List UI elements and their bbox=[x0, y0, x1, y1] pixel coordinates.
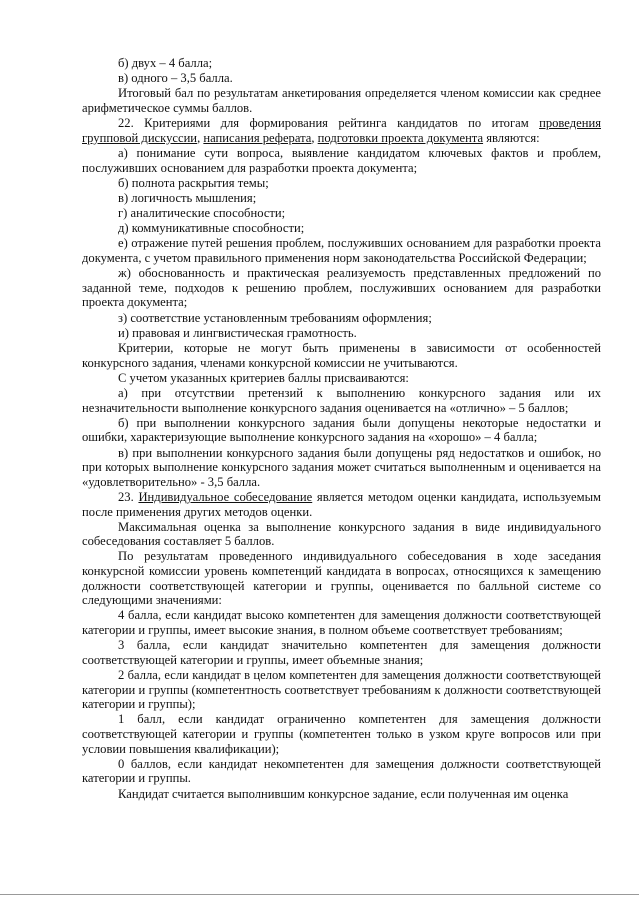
list-item-v: в) одного – 3,5 балла. bbox=[118, 71, 233, 86]
score-excellent: а) при отсутствии претензий к выполнению конкурсного задания или их незначительности выполнение конкурсного задания оценивается на «отлично» – 5 баллов; bbox=[82, 385, 601, 415]
paragraph-interview-results: По результатам проведенного индивидуального собеседования в ходе заседания конкурсной комиссии уровень компетенций кандидата в вопросах, относящихся к замещению должности соответствующей категории и группы, оценивается по балльной системе со следующими значениями: bbox=[82, 549, 601, 608]
score-1: 1 балл, если кандидат ограниченно компетентен для замещения должности соответствующей категории и группы (компетентен только в узком круге вопросов или при условии повышения квалификации); bbox=[82, 712, 601, 756]
criterion-e: е) отражение путей решения проблем, послуживших основанием для разработки проекта документа, с учетом правильного применения норм законодательства Российской Федерации; bbox=[82, 236, 601, 266]
paragraph-23-number: 23. bbox=[118, 489, 139, 504]
paragraph-22-text-start: 22. Критериями для формирования рейтинга кандидатов по итогам bbox=[118, 116, 540, 131]
score-2: 2 балла, если кандидат в целом компетентен для замещения должности соответствующей категории и группы (компетентность соответствует требованиям к должности соответствующей категории и группы); bbox=[82, 668, 601, 712]
score-good: б) при выполнении конкурсного задания были допущены некоторые недостатки и ошибки, характеризующие выполнение конкурсного задания на «хорошо» – 4 балла; bbox=[82, 415, 601, 445]
paragraph-final-score: Итоговый бал по результатам анкетирования определяется членом комиссии как среднее арифметическое суммы баллов. bbox=[82, 86, 601, 115]
paragraph-22 bbox=[82, 116, 601, 145]
underlined-group-discussion: проведения групповой дискуссии bbox=[82, 116, 601, 145]
criterion-i: и) правовая и лингвистическая грамотность. bbox=[118, 325, 357, 340]
underlined-document-draft: подготовки проекта документа bbox=[317, 130, 484, 145]
criterion-a: а) понимание сути вопроса, выявление кандидатом ключевых фактов и проблем, послуживших основанием для разработки проекта документа; bbox=[82, 145, 601, 175]
underlined-essay: написания реферата bbox=[203, 130, 312, 145]
criterion-v: в) логичность мышления; bbox=[118, 190, 257, 205]
separator-2: , bbox=[311, 130, 318, 145]
paragraph-23 bbox=[82, 490, 601, 519]
separator-1: , bbox=[197, 130, 204, 145]
paragraph-scores-intro: С учетом указанных критериев баллы присваиваются: bbox=[118, 370, 409, 385]
paragraph-23-text: является методом оценки кандидата, используемым после применения других методов оценки. bbox=[82, 489, 602, 519]
score-0: 0 баллов, если кандидат некомпетентен для замещения должности соответствующей категории и группы. bbox=[82, 756, 601, 786]
criterion-b: б) полнота раскрытия темы; bbox=[118, 175, 269, 190]
criterion-z: з) соответствие установленным требованиям оформления; bbox=[118, 310, 432, 325]
paragraph-22-text-end: являются: bbox=[483, 130, 540, 145]
list-item-b: б) двух – 4 балла; bbox=[118, 56, 213, 70]
criterion-g: г) аналитические способности; bbox=[118, 206, 286, 221]
criterion-d: д) коммуникативные способности; bbox=[118, 221, 305, 236]
criterion-zh: ж) обоснованность и практическая реализуемость представленных предложений по заданной теме, подходов к решению проблем, послуживших основанием для разработки проекта документа; bbox=[82, 266, 601, 310]
score-3: 3 балла, если кандидат значительно компетентен для замещения должности соответствующей категории и группы, имеет объемные знания; bbox=[82, 638, 601, 667]
paragraph-max-score: Максимальная оценка за выполнение конкурсного задания в виде индивидуального собеседования составляет 5 баллов. bbox=[82, 519, 601, 549]
paragraph-criteria-note: Критерии, которые не могут быть применены в зависимости от особенностей конкурсного задания, членами конкурсной комиссии не учитываются. bbox=[82, 341, 601, 370]
score-4: 4 балла, если кандидат высоко компетентен для замещения должности соответствующей категории и группы, имеет высокие знания, в полном объеме соответствует требованиям; bbox=[82, 608, 601, 638]
page-bottom-divider bbox=[0, 894, 639, 895]
score-satisfactory: в) при выполнении конкурсного задания были допущены ряд недостатков и ошибок, но при которых выполнение конкурсного задания может считаться выполненным и оценивается на «удовлетворительно» - 3,5 балла. bbox=[82, 445, 601, 489]
underlined-interview: Индивидуальное собеседование bbox=[138, 489, 313, 504]
paragraph-completion: Кандидат считается выполнившим конкурсное задание, если полученная им оценка bbox=[118, 786, 569, 801]
